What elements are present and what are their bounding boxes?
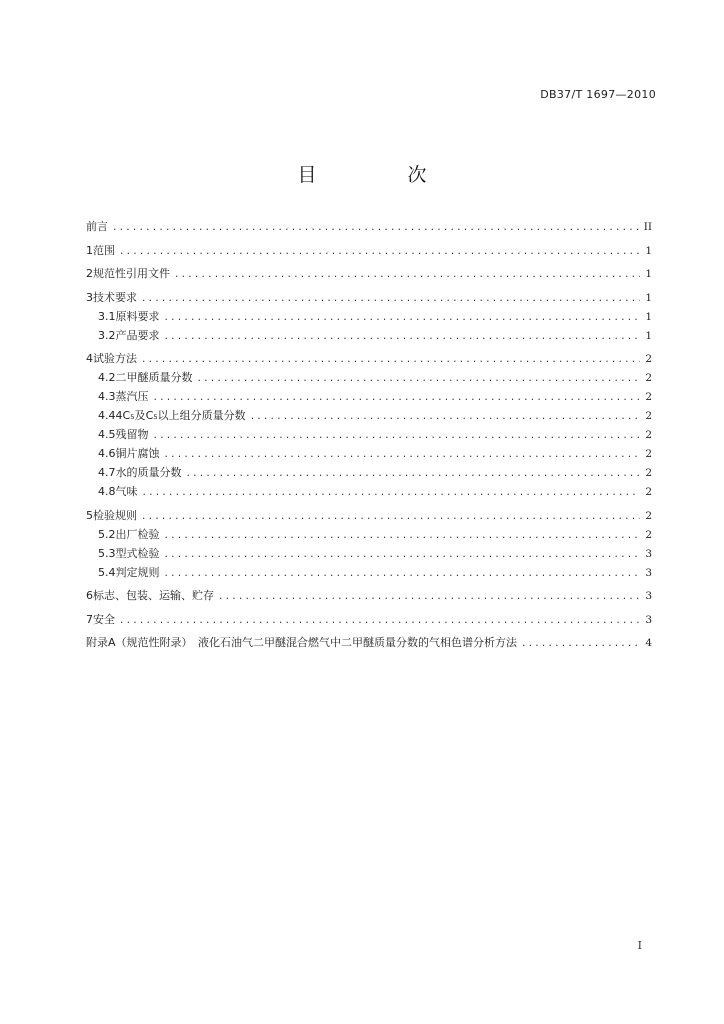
toc-entry-number: 3 [86,290,93,304]
toc-entry-label: 技术要求 [93,290,137,304]
toc-leader-dots [164,328,641,347]
toc-entry-number: 7 [86,612,93,626]
toc-entry-label: 残留物 [115,428,149,441]
toc-entry-page: 1 [645,291,652,304]
toc-leader-dots [141,508,640,527]
toc-subentry[interactable] [86,463,652,482]
toc-leader-dots [153,427,641,446]
toc-entry[interactable] [86,349,652,368]
toc-entry-number: 4.2 [98,371,116,384]
toc-entry-number: 4.7 [98,466,116,479]
toc-entry-number: 4.6 [98,447,116,460]
page-title: 目 次 [297,164,463,186]
toc-entry-label: 4C₅及C₅以上组分质量分数 [115,409,246,422]
toc-entry-number: 4.5 [98,428,116,441]
toc-entry-page: 4 [645,637,652,649]
toc-entry-number: 3.1 [98,309,116,323]
toc-entry-label: 蒸汽压 [115,390,149,403]
toc-entry-label: 附录A（规范性附录） 液化石油气二甲醚混合燃气中二甲醚质量分数的气相色谱分析方法 [86,636,518,649]
toc-entry-number: 2 [86,267,93,280]
toc-subentry[interactable] [86,307,652,326]
toc-entry-annex[interactable] [86,633,652,652]
toc-entry-number: 4.8 [98,485,116,498]
toc-leader-dots [142,484,641,503]
toc-leader-dots [112,219,640,238]
toc-entry-label: 范围 [93,243,115,257]
toc-leader-dots [119,612,640,631]
toc-leader-dots [521,635,640,654]
toc-entry[interactable] [86,241,652,260]
toc-leader-dots [218,588,640,607]
toc-entry-page: 2 [645,509,652,522]
toc-subentry[interactable] [86,406,652,425]
toc-leader-dots [164,546,641,565]
toc-entry-number: 4.4 [98,409,116,422]
toc-entry-number: 5.2 [98,527,116,541]
toc-entry-page: 2 [645,391,652,403]
toc-entry-page: 3 [645,590,652,602]
toc-entry-label: 标志、包装、运输、贮存 [93,589,214,602]
toc-entry-number: 6 [86,589,93,602]
toc-entry[interactable] [86,586,652,605]
toc-entry-page: 2 [645,486,652,498]
toc-entry-number: 5 [86,508,93,522]
toc-subentry[interactable] [86,482,652,501]
toc-leader-dots [250,408,640,427]
toc-subentry[interactable] [86,326,652,345]
toc-entry[interactable] [86,288,652,307]
toc-entry-label: 原料要求 [115,309,160,323]
toc-entry-number: 1 [86,243,93,257]
toc-entry-label: 规范性引用文件 [93,267,170,280]
toc-entry-label: 前言 [86,220,108,233]
toc-entry-label: 水的质量分数 [115,466,182,479]
toc-entry-label: 安全 [93,612,115,626]
toc-entry-page: 1 [645,310,652,323]
toc-entry-page: 1 [645,268,652,280]
toc-entry-page: 2 [645,448,652,460]
toc-entry-page: 2 [645,410,652,422]
toc-leader-dots [174,266,640,285]
toc-entry-page: II [643,221,652,233]
toc-entry-label: 二甲醚质量分数 [115,371,193,384]
toc-subentry[interactable] [86,387,652,406]
toc-leader-dots [164,446,641,465]
toc-entry-page: 3 [645,566,652,579]
standard-code: DB37/T 1697—2010 [540,88,656,101]
toc-entry-number: 4 [86,352,93,365]
page-number: I [637,939,642,952]
toc-leader-dots [164,309,641,328]
toc-entry-page: 2 [645,528,652,541]
toc-entry-number: 5.3 [98,546,116,560]
toc-entry-page: 1 [645,244,652,257]
table-of-contents [86,217,652,652]
toc-entry-number: 5.4 [98,565,116,579]
toc-leader-dots [186,465,641,484]
toc-entry[interactable] [86,610,652,629]
toc-leader-dots [164,565,641,584]
toc-entry[interactable] [86,506,652,525]
toc-entry-number: 4.3 [98,390,116,403]
toc-entry-label: 产品要求 [115,328,160,342]
toc-leader-dots [141,351,640,370]
toc-subentry[interactable] [86,525,652,544]
toc-entry-number: 3.2 [98,328,116,342]
toc-entry-page: 2 [645,429,652,441]
toc-entry-label: 判定规则 [115,565,160,579]
toc-leader-dots [141,290,640,309]
toc-subentry[interactable] [86,425,652,444]
toc-entry-page: 2 [645,353,652,365]
toc-entry-label: 型式检验 [115,546,160,560]
toc-entry-page: 3 [645,613,652,626]
toc-entry[interactable] [86,264,652,283]
toc-entry-page: 2 [645,467,652,479]
toc-entry-label: 气味 [115,485,138,498]
toc-leader-dots [197,370,641,389]
toc-entry-page: 2 [645,372,652,384]
toc-entry-label: 试验方法 [93,352,137,365]
toc-leader-dots [164,527,641,546]
toc-subentry[interactable] [86,444,652,463]
toc-leader-dots [119,243,640,262]
toc-entry[interactable] [86,217,652,236]
toc-subentry[interactable] [86,544,652,563]
toc-entry-page: 3 [645,547,652,560]
toc-entry-page: 1 [645,329,652,342]
toc-subentry[interactable] [86,368,652,387]
toc-entry-label: 铜片腐蚀 [115,447,160,460]
toc-entry-label: 检验规则 [93,508,137,522]
toc-subentry[interactable] [86,563,652,582]
toc-entry-label: 出厂检验 [115,527,160,541]
